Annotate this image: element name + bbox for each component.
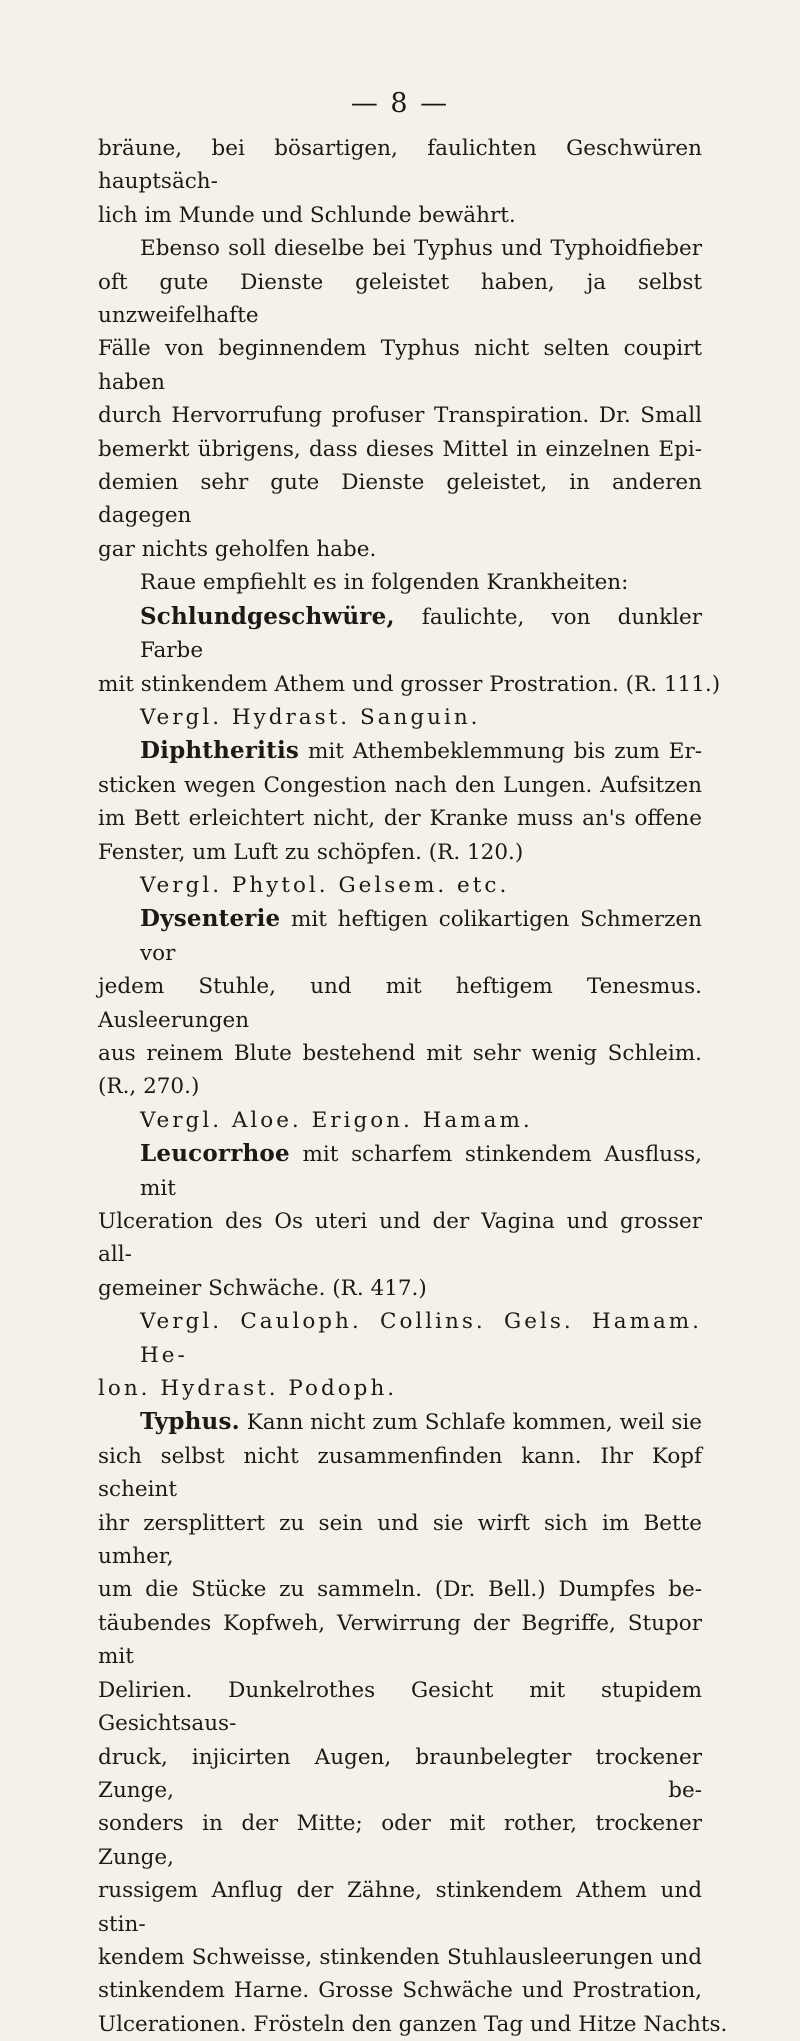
disease-heading: Diphtheritis <box>140 737 300 765</box>
line-text: bräune, bei bösartigen, faulichten Geschwüren hauptsäch- <box>98 136 702 195</box>
line-text: (R., 270.) <box>98 1074 200 1100</box>
text-line <box>98 1573 702 1606</box>
line-text: Vergl. Hydrast. Sanguin. <box>140 704 481 730</box>
line-text: täubendes Kopfweh, Verwirrung der Begriffe, Stupor mit <box>98 1610 702 1670</box>
line-text: mit Athembeklemmung bis zum Er- <box>299 739 702 765</box>
text-line <box>98 332 702 399</box>
text-line <box>98 399 702 432</box>
text-line <box>98 734 702 768</box>
line-text: Vergl. Phytol. Gelsem. etc. <box>140 872 510 898</box>
line-text: Ulceration des Os uteri und der Vagina und grosser all- <box>98 1209 702 1268</box>
text-line <box>98 1507 702 1574</box>
disease-heading: Dysenterie <box>140 905 281 933</box>
disease-heading: Typhus. <box>140 1408 240 1436</box>
line-text: lich im Munde und Schlunde bewährt. <box>98 202 516 228</box>
text-line <box>98 1305 702 1372</box>
text-line <box>98 836 702 869</box>
line-text: sticken wegen Congestion nach den Lungen. Aufsitzen <box>98 772 702 798</box>
text-line <box>98 802 702 835</box>
line-text: gemeiner Schwäche. (R. 417.) <box>98 1275 427 1301</box>
line-text: Vergl. Cauloph. Collins. Gels. Hamam. He- <box>140 1309 702 1368</box>
text-line <box>98 1372 702 1405</box>
text-line <box>98 1104 702 1137</box>
body-text <box>98 132 728 2041</box>
text-line <box>98 1807 702 1874</box>
line-text: lon. Hydrast. Podoph. <box>98 1376 398 1402</box>
line-text: bemerkt übrigens, dass dieses Mittel in einzelnen Epi- <box>98 436 702 462</box>
text-line <box>98 266 702 333</box>
text-line <box>98 232 702 265</box>
line-text: russigem Anflug der Zähne, stinkendem Athem und stin- <box>98 1878 702 1937</box>
line-text: mit scharfem stinkendem Ausfluss, mit <box>140 1142 702 1201</box>
text-line <box>98 1037 702 1070</box>
disease-heading: Leucorrhoe <box>140 1140 290 1168</box>
text-line <box>98 533 702 566</box>
line-text: kendem Schweisse, stinkenden Stuhlausleerungen und <box>98 1944 702 1970</box>
line-text: sonders in der Mitte; oder mit rother, trockener Zunge, <box>98 1811 702 1870</box>
text-line <box>98 1272 702 1305</box>
line-text: im Bett erleichtert nicht, der Kranke muss an's offene <box>98 806 702 832</box>
line-text: jedem Stuhle, und mit heftigem Tenesmus. Ausleerungen <box>98 974 702 1033</box>
text-line <box>98 1974 702 2007</box>
line-text: mit heftigen colikartigen Schmerzen vor <box>140 907 702 966</box>
disease-heading: Schlundgeschwüre, <box>140 602 395 630</box>
text-line <box>98 566 702 599</box>
text-line <box>98 902 702 970</box>
line-text: Raue empfiehlt es in folgenden Krankheiten: <box>140 570 629 596</box>
text-line <box>98 132 702 199</box>
line-text: Kann nicht zum Schlafe kommen, weil sie <box>239 1410 702 1436</box>
line-text: demien sehr gute Dienste geleistet, in anderen dagegen <box>98 470 702 529</box>
line-text: ihr zersplittert zu sein und sie wirft sich im Bette umher, <box>98 1510 702 1570</box>
text-line <box>98 1941 702 1974</box>
text-line <box>98 1607 702 1674</box>
text-line <box>98 1674 702 1741</box>
text-line <box>98 433 702 466</box>
line-text: Fenster, um Luft zu schöpfen. (R. 120.) <box>98 839 524 865</box>
text-line <box>98 1070 702 1103</box>
line-text: aus reinem Blute bestehend mit sehr wenig Schleim. <box>98 1040 702 1066</box>
text-line <box>98 668 721 701</box>
line-text: Ulcerationen. Frösteln den ganzen Tag und Hitze Nachts. <box>98 2011 728 2037</box>
line-text: mit stinkendem Athem und grosser Prostration. (R. 111.) <box>98 671 721 697</box>
line-text: stinkendem Harne. Grosse Schwäche und Prostration, <box>98 1978 702 2004</box>
line-text: druck, injicirten Augen, braunbelegter trockener Zunge, be- <box>98 1744 702 1803</box>
text-line <box>98 769 702 802</box>
text-line <box>98 2008 728 2041</box>
line-text: Ebenso soll dieselbe bei Typhus und Typhoidfieber <box>140 236 702 262</box>
line-text: Delirien. Dunkelrothes Gesicht mit stupidem Gesichtsaus- <box>98 1677 702 1737</box>
line-text: oft gute Dienste geleistet haben, ja selbst unzweifelhafte <box>98 269 702 329</box>
text-line <box>98 869 702 902</box>
line-text: sich selbst nicht zusammenfinden kann. Ihr Kopf scheint <box>98 1443 702 1503</box>
text-line <box>98 1874 702 1941</box>
text-line <box>98 970 702 1037</box>
line-text: Vergl. Aloe. Erigon. Hamam. <box>140 1107 533 1133</box>
text-line <box>98 199 702 232</box>
line-text: Fälle von beginnendem Typhus nicht selten coupirt haben <box>98 336 702 395</box>
line-text: durch Hervorrufung profuser Transpiration. Dr. Small <box>98 403 702 429</box>
text-line <box>98 1440 702 1507</box>
text-line <box>98 1137 702 1205</box>
text-line <box>98 466 702 533</box>
line-text: um die Stücke zu sammeln. (Dr. Bell.) Dumpfes be- <box>98 1577 702 1603</box>
text-line <box>98 1205 702 1272</box>
line-text: gar nichts geholfen habe. <box>98 536 377 562</box>
text-line <box>98 600 702 668</box>
text-line <box>98 1741 702 1808</box>
text-line <box>98 1405 702 1439</box>
page-number: — 8 — <box>350 88 450 119</box>
line-text: faulichte, von dunkler Farbe <box>140 604 702 664</box>
text-line <box>98 701 702 734</box>
